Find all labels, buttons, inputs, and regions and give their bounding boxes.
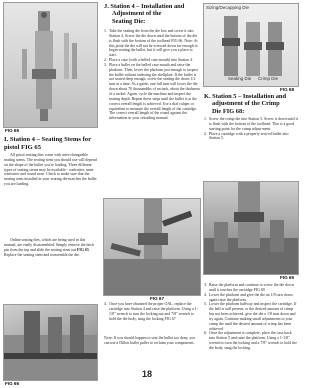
- section-k-step-6-text: Once the adjustment is complete, place the case back into Station 5 and raise the platform. Using a 1-1/8" wrench to turn the locking and a 7/8" wrench to hold the die body, snug the locking.: [209, 331, 297, 350]
- figure-68-crimp-label: Crimp Die: [258, 76, 279, 81]
- figure-66-photo: [3, 304, 98, 381]
- section-j-step-3-text: Place a bullet on the belled case mouth and raise the platform. Then, lower the platform just enough to inspect the bullet without indexing the shellplate. If the bullet is not seated deep enough, screw the seating die down 1/2 turn at a time. As a guide, one full turn will lower the die down about 70 thousandths of an inch, about the thickness of a nickel. Again, cycle the machine and inspect the seating depth. Repeat these steps until the bullet is at the correct overall length is achieved. Use a dial caliper or equivalent to measure the overall length of the cartridge. The correct overall length of the round against the information in your reloading manual.: [109, 62, 200, 121]
- figure-67-photo: [103, 198, 201, 296]
- figure-66-label: FIG 66: [5, 381, 20, 386]
- section-k-step-5-text: Lower the platform halfway and inspect the cartridge. If the bell is still present, or the desired amount of crimp has not been achieved, give the die a 1/8 turn down and try again. Continue making small adjustments to your crimp die until the desired amount of crimp has been achieved.: [209, 302, 297, 331]
- section-k-step-3: 3. Raise the platform and continue to screw the die down until it touches the cartridge FIG 69: [204, 283, 294, 292]
- figure-68-sizing-label: Sizing/Decapping Die: [206, 5, 250, 10]
- figure-65-photo: [3, 2, 98, 128]
- section-k-step-1: 1. Screw the crimp die into Station 5. Screw it down until it is flush with the bottom of the toolhead. This is a good starting point for the crimp adjust-ment.: [204, 117, 298, 131]
- section-j-step-3: 3. Place a bullet on the belled case mouth and raise the platform. Then, lower the platform just enough to inspect the bullet without indexing the shellplate. If the bullet is not seated deep enough, screw the seating die down 1/2 turn at a time. As a guide, one full turn will lower the die down about 70 thousandths of an inch, about the thickness of a nickel. Again, cycle the machine and inspect the seating depth. Repeat these steps until the bullet is at the correct overall length is achieved. Use a dial caliper or equivalent to measure the overall length of the cartridge. The correct overall length of the round against the information in your reloading manual.: [104, 62, 200, 121]
- section-k-steps-3-6: [204, 283, 298, 351]
- section-i-paragraph-2-text-b: . Replace the seating stem and reassemble the die.: [4, 247, 90, 257]
- section-k-step-2-text: Place a cartridge with a properly seat-ed bullet into Station 5.: [209, 131, 289, 141]
- section-k-step-4: 4. Lower the platform and give the die an 1/8 turn down, again raise the platform.: [204, 292, 294, 302]
- section-k-heading-line-3: Die FIG 68:: [212, 107, 245, 115]
- section-k-steps-1-2: [204, 117, 298, 141]
- section-k-heading-line-1: K. Station 5 – Installation and: [204, 93, 287, 100]
- section-j-step-4: 4. Once you have obtained the proper OAL, replace the cartridge into Station 4 and raise the platform. Using a 1-1/8" wrench to turn the locking nut and 7/8" wrench to hold the die body, snug the locking FIG 67: [104, 302, 198, 321]
- section-j-note: Note: If you should happen to seat the bullet too deep, you can use a Dillon bullet puller to reclaim your components.: [104, 336, 196, 345]
- section-j-step-2-text: Place a case (with a belled case mouth) into Station 4.: [109, 58, 193, 63]
- figure-68-label: FIG 68: [280, 87, 295, 92]
- figure-65-label: FIG 65: [5, 128, 20, 133]
- figure-68-seating-label: Seating Die: [228, 76, 252, 81]
- figure-69-label: FIG 69: [280, 275, 295, 280]
- section-j-heading-line-1: J. Station 4 – Installation and: [104, 3, 185, 10]
- section-i-paragraph-2-fig-ref: FIG 65: [77, 247, 89, 252]
- section-j-step-1-text: Take the seating die from the die box and screw it into Station 4. Screw the die down until the bottom of the die is flush with the bottom of the toolhead FIG 66. Note: At this point the die will not be screwed down far enough to begin seating the bullet, but it will give you a place to start.: [109, 29, 198, 58]
- figure-68-photo: [203, 3, 299, 87]
- section-i-paragraph-1: All pistol seating dies come with inter-changeable seating stems. The seating stem you should use will depend on the shape of the bullet you're loading. Three different types of seating stems may be available - wadcutter, semi-wadcutter and round nose. Check to make sure that the seating stem installed in your seating die matches the bullet you are loading.: [4, 153, 97, 187]
- section-k-heading: [204, 93, 298, 115]
- section-i-heading: I. Station 4 – Seating Stems for pistol FIG 65: [4, 136, 91, 151]
- section-k-step-3-text: Raise the platform and continue to screw the die down until it touches the cartridge FIG 69: [209, 283, 294, 292]
- section-j-step-4-text: Once you have obtained the proper OAL, replace the cartridge into Station 4 and raise the platform. Using a 1-1/8" wrench to turn the locking nut and 7/8" wrench to hold the die body, snug the locking FIG 67: [109, 302, 198, 321]
- section-j-steps-4: [104, 302, 200, 321]
- section-i-paragraph-2-text-a: Online seating dies, which are being used in this manual, are easily disassembled. Simply remove the hitch pin from the top and slide the seating stem out: [4, 238, 95, 252]
- section-j-steps-1-3: [104, 29, 200, 121]
- section-k-step-2: 2. Place a cartridge with a properly seat-ed bullet into Station 5.: [204, 131, 289, 141]
- section-j-heading-line-3: Seating Die:: [112, 17, 146, 25]
- section-k-step-5: 5. Lower the platform halfway and inspect the cartridge. If the bell is still present, or the desired amount of crimp has not been achieved, give the die a 1/8 turn down and try again. Continue making small adjustments to your crimp die until the desired amount of crimp has been achieved.: [204, 302, 297, 331]
- figure-69-photo: [203, 181, 299, 275]
- figure-67-label: FIG 67: [150, 296, 165, 301]
- section-k-step-6: 6. Once the adjustment is complete, place the case back into Station 5 and raise the platform. Using a 1-1/8" wrench to turn the locking and a 7/8" wrench to hold the die body, snug the locking.: [204, 331, 297, 350]
- section-j-heading-line-2: Adjustment of the: [112, 10, 162, 18]
- section-k-step-4-text: Lower the platform and give the die an 1/8 turn down, again raise the platform.: [209, 292, 294, 302]
- section-k-heading-line-2: adjustment of the Crimp: [212, 100, 280, 108]
- section-j-step-1: 1. Take the seating die from the die box and screw it into Station 4. Screw the die down until the bottom of the die is flush with the bottom of the toolhead FIG 66. Note: At this point the die will not be screwed down far enough to begin seating the bullet, but it will give you a place to start.: [104, 29, 198, 58]
- section-k-step-1-text: Screw the crimp die into Station 5. Screw it down until it is flush with the bottom of the toolhead. This is a good starting point for the crimp adjust-ment.: [209, 117, 298, 131]
- page-number: 18: [142, 369, 153, 379]
- section-i-paragraph-2: [4, 238, 98, 257]
- section-j-heading: [104, 3, 200, 25]
- section-j-step-2: 2. Place a case (with a belled case mouth) into Station 4.: [104, 58, 193, 63]
